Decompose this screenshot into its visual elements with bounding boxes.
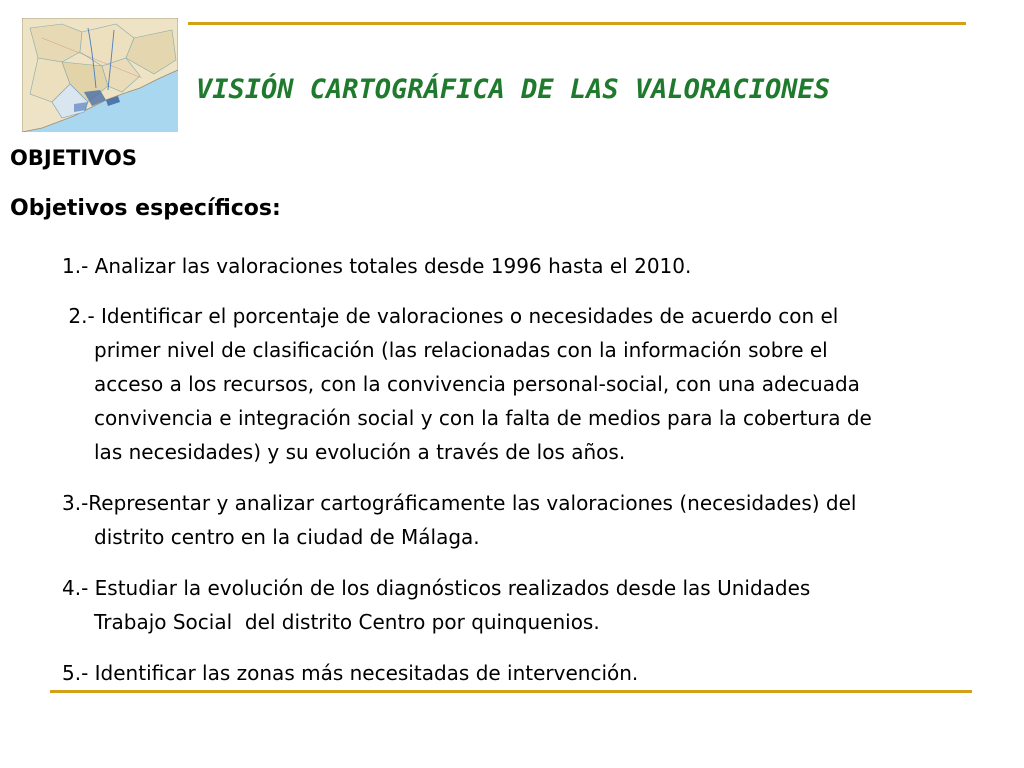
objective-line: primer nivel de clasificación (las relacionadas con la información sobre el <box>94 338 828 362</box>
objective-line: Trabajo Social del distrito Centro por quinquenios. <box>94 610 600 634</box>
map-thumbnail-icon <box>22 18 178 132</box>
top-divider <box>188 22 966 25</box>
objective-line: distrito centro en la ciudad de Málaga. <box>94 525 480 549</box>
objective-line: 1.- Analizar las valoraciones totales desde 1996 hasta el 2010. <box>62 254 692 278</box>
slide-title: VISIÓN CARTOGRÁFICA DE LAS VALORACIONES <box>196 74 830 105</box>
objective-line: 3.-Representar y analizar cartográficamente las valoraciones (necesidades) del <box>62 491 857 515</box>
objective-item-2 <box>62 299 1002 469</box>
objective-item-4 <box>62 571 1002 639</box>
objective-line: 5.- Identificar las zonas más necesitadas de intervención. <box>62 661 639 685</box>
bottom-divider <box>50 690 972 693</box>
objective-item-5 <box>62 656 1002 690</box>
objective-line: 4.- Estudiar la evolución de los diagnósticos realizados desde las Unidades <box>62 576 811 600</box>
section-heading: OBJETIVOS <box>10 146 138 170</box>
objective-line: acceso a los recursos, con la convivencia personal-social, con una adecuada <box>94 372 860 396</box>
objective-line: convivencia e integración social y con la falta de medios para la cobertura de <box>94 406 872 430</box>
section-subheading: Objetivos específicos: <box>10 196 281 221</box>
objective-item-3 <box>62 486 1002 554</box>
objective-line: las necesidades) y su evolución a través de los años. <box>94 440 626 464</box>
objective-item-1 <box>62 249 1002 283</box>
objective-line: 2.- Identificar el porcentaje de valoraciones o necesidades de acuerdo con el <box>62 304 839 328</box>
